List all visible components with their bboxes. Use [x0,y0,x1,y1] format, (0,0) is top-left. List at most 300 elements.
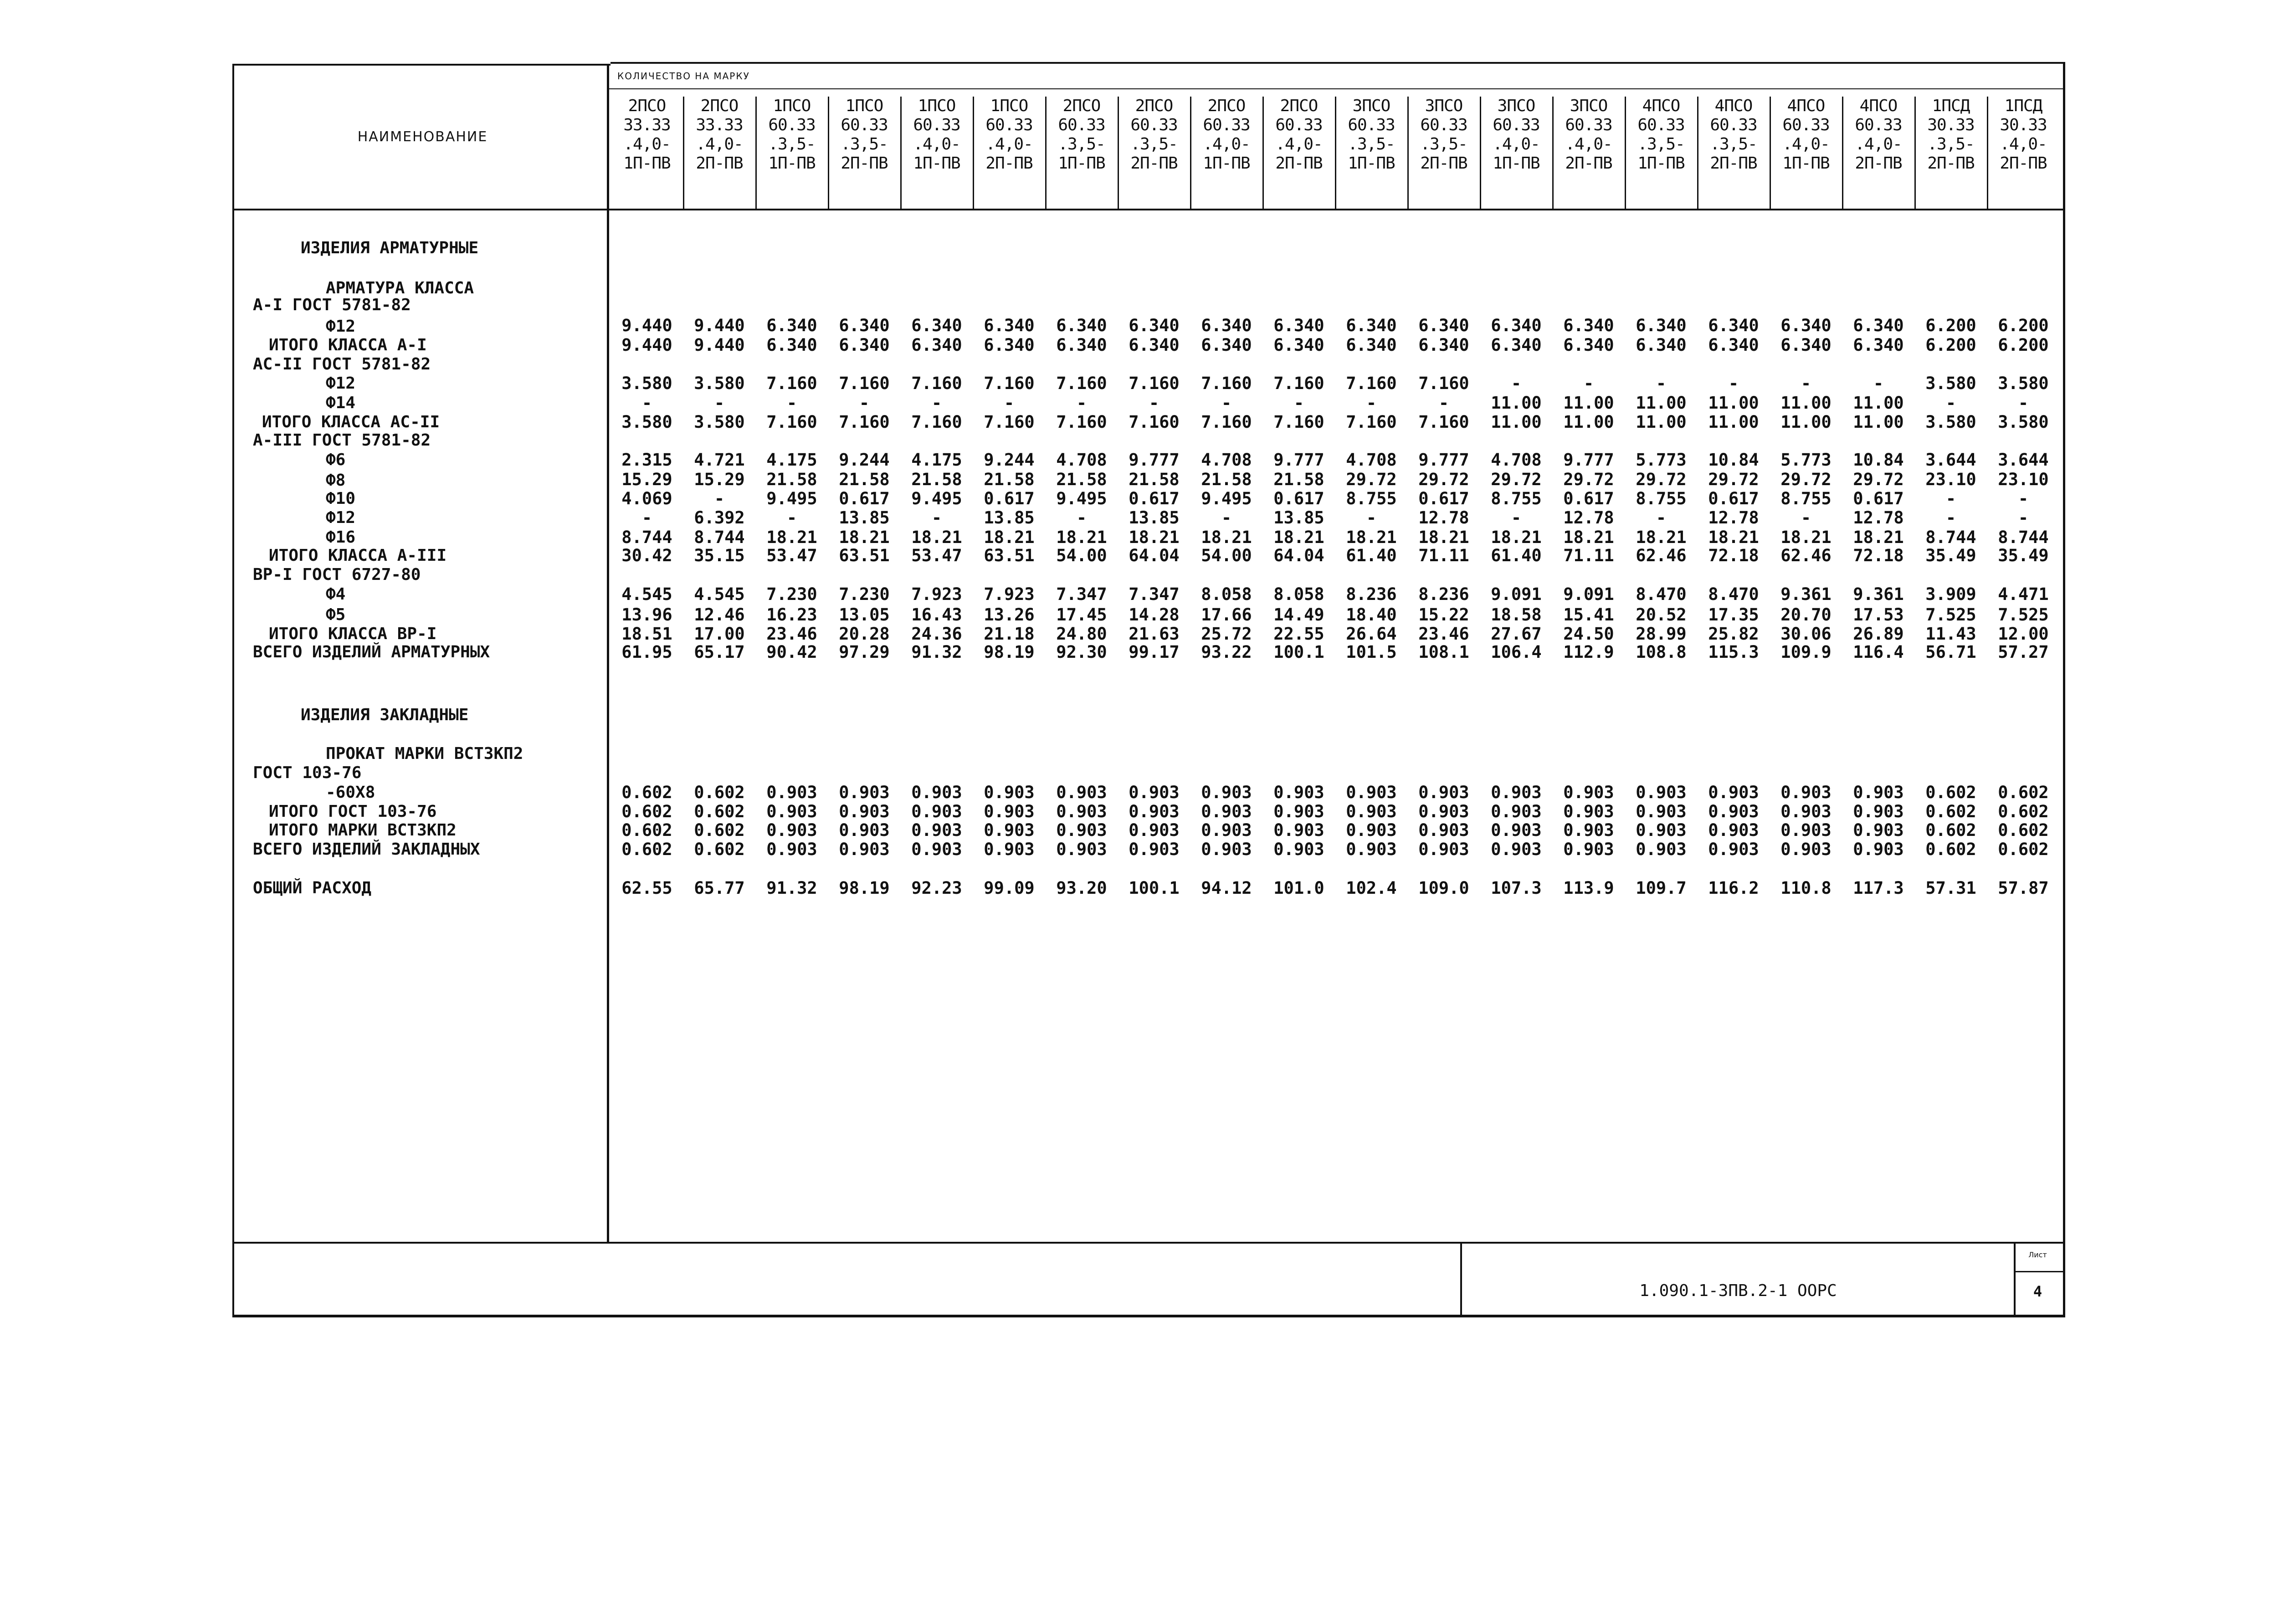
column-header-line: 2П-ПВ [1420,154,1467,173]
table-row [611,606,2059,624]
table-cell: 63.51 [839,546,890,565]
table-cell: 94.12 [1201,878,1252,898]
table-cell: 18.21 [766,528,817,547]
table-cell: 93.20 [1056,878,1107,898]
table-cell: 0.602 [1998,783,2049,802]
table-cell: - [1511,374,1522,393]
table-cell: 0.903 [1853,802,1904,821]
table-cell: 0.903 [1129,840,1180,859]
frame-right [2063,62,2065,1317]
table-cell: 7.160 [1129,374,1180,393]
table-cell: 0.903 [1708,840,1759,859]
table-cell: 12.00 [1998,624,2049,644]
table-cell: - [1873,374,1884,393]
table-cell: 0.903 [1418,783,1469,802]
table-cell: 6.340 [1129,335,1180,355]
table-cell: 0.903 [1780,783,1832,802]
table-cell: 64.04 [1273,546,1324,565]
column-header-line: 1ПСД [2004,97,2042,115]
column-header-line: 2ПСО [628,97,666,115]
table-cell: 18.21 [839,528,890,547]
column-header-line: 1П-ПВ [1348,154,1395,173]
table-cell: 7.160 [1346,412,1397,432]
label-f16: Ф16 [326,528,356,547]
column-header [1552,97,1625,206]
table-cell: 25.82 [1708,624,1759,644]
table-cell: 0.903 [1563,820,1614,840]
table-cell: 11.00 [1491,412,1542,432]
table-cell: 7.160 [1056,374,1107,393]
table-cell: 8.755 [1346,489,1397,508]
table-cell: 0.602 [694,840,745,859]
table-cell: 62.46 [1636,546,1687,565]
table-cell: 100.1 [1129,878,1180,898]
label-total-vr1: ИТОГО КЛАССА ВР-I [269,625,437,643]
table-cell: 13.85 [1129,508,1180,528]
label-rebar-class: АРМАТУРА КЛАССА [326,279,474,297]
column-header-line: .4,0- [696,135,743,154]
table-cell: 0.903 [1346,802,1397,821]
table-cell: 9.495 [911,489,962,508]
label-total-rebar: ВСЕГО ИЗДЕЛИЙ АРМАТУРНЫХ [253,643,490,661]
quantity-header: КОЛИЧЕСТВО НА МАРКУ [617,71,750,82]
table-cell: 23.10 [1925,470,1976,489]
table-cell: 0.602 [1998,840,2049,859]
table-cell: - [1945,508,1956,528]
table-row [611,336,2059,354]
table-cell: 0.903 [766,783,817,802]
table-cell: 3.580 [1998,374,2049,393]
table-cell: - [1656,374,1667,393]
table-cell: 3.580 [694,412,745,432]
table-cell: 0.903 [1056,840,1107,859]
table-cell: 8.755 [1636,489,1687,508]
table-cell: 6.340 [911,335,962,355]
table-cell: 102.4 [1346,878,1397,898]
table-cell: - [2018,489,2029,508]
column-header-line: 2П-ПВ [1275,154,1323,173]
table-cell: 3.580 [694,374,745,393]
table-cell: 14.49 [1273,605,1324,625]
table-cell: 3.580 [1925,412,1976,432]
table-row [611,394,2059,412]
table-cell: 0.903 [839,840,890,859]
table-cell: 18.21 [1491,528,1542,547]
table-cell: 64.04 [1129,546,1180,565]
table-cell: 57.27 [1998,642,2049,662]
table-cell: 0.903 [1346,820,1397,840]
column-header [611,97,683,206]
table-cell: 29.72 [1636,470,1687,489]
column-header-line: .4,0- [1855,135,1902,154]
table-cell: 6.340 [1708,335,1759,355]
table-row [611,547,2059,565]
table-cell: 23.46 [1418,624,1469,644]
table-cell: 0.903 [1129,802,1180,821]
table-cell: 4.471 [1998,584,2049,604]
table-cell: 99.09 [984,878,1035,898]
column-header-line: 1П-ПВ [768,154,816,173]
table-cell: 6.340 [984,335,1035,355]
column-header [755,97,828,206]
table-cell: - [714,393,725,413]
table-cell: 4.708 [1346,450,1397,470]
table-cell: 13.26 [984,605,1035,625]
table-cell: 0.903 [1708,783,1759,802]
table-cell: 6.340 [1636,316,1687,335]
table-cell: 3.580 [621,374,672,393]
column-header-line: 1П-ПВ [1637,154,1685,173]
column-header [1625,97,1698,206]
table-row [611,821,2059,840]
column-header-line: 2ПСО [1135,97,1173,115]
table-cell: 0.602 [1998,820,2049,840]
table-cell: 7.160 [1129,412,1180,432]
table-cell: 90.42 [766,642,817,662]
table-cell: 99.17 [1129,642,1180,662]
table-cell: 0.903 [1636,820,1687,840]
column-header-line: 1П-ПВ [1493,154,1540,173]
table-cell: 0.903 [1056,783,1107,802]
table-cell: 6.340 [839,316,890,335]
table-cell: 0.617 [839,489,890,508]
table-cell: 0.903 [1563,840,1614,859]
table-cell: 91.32 [911,642,962,662]
column-header-line: .3,5- [1348,135,1395,154]
table-cell: 9.440 [694,316,745,335]
table-cell: 7.923 [984,584,1035,604]
table-cell: 18.51 [621,624,672,644]
table-cell: - [1076,508,1087,528]
table-cell: 107.3 [1491,878,1542,898]
table-cell: 0.903 [1853,820,1904,840]
table-cell: 100.1 [1273,642,1324,662]
table-cell: 11.00 [1708,412,1759,432]
table-cell: 18.21 [1780,528,1832,547]
column-header-line: 1П-ПВ [1782,154,1830,173]
table-cell: 9.777 [1418,450,1469,470]
column-header-line: 2П-ПВ [841,154,888,173]
table-cell: 6.340 [1273,335,1324,355]
table-cell: 9.091 [1491,584,1542,604]
table-cell: 0.903 [1129,783,1180,802]
table-cell: 0.617 [1418,489,1469,508]
table-cell: 11.43 [1925,624,1976,644]
table-cell: 0.903 [839,783,890,802]
table-cell: 62.55 [621,878,672,898]
table-cell: 0.903 [1056,802,1107,821]
table-cell: 0.903 [1708,802,1759,821]
table-cell: 9.440 [621,316,672,335]
table-cell: 0.602 [621,840,672,859]
table-cell: 20.52 [1636,605,1687,625]
table-cell: 12.78 [1563,508,1614,528]
label-total-gost-103: ИТОГО ГОСТ 103-76 [269,802,437,821]
label-f12-a1: Ф12 [326,317,356,336]
column-header-line: .3,5- [841,135,888,154]
table-cell: 4.708 [1201,450,1252,470]
table-cell: 92.23 [911,878,962,898]
table-cell: 14.28 [1129,605,1180,625]
sheet-number: 4 [2033,1283,2042,1300]
table-cell: 7.230 [766,584,817,604]
table-cell: 29.72 [1708,470,1759,489]
column-header-line: 4ПСО [1787,97,1825,115]
table-cell: 21.58 [1129,470,1180,489]
table-cell: 0.903 [766,820,817,840]
label-rolled-steel: ПРОКАТ МАРКИ ВСТ3КП2 [326,744,523,763]
table-cell: 0.903 [1418,840,1469,859]
column-header-line: 4ПСО [1714,97,1753,115]
table-cell: 18.21 [1853,528,1904,547]
column-header-line: .4,0- [1493,135,1540,154]
table-cell: 9.361 [1853,584,1904,604]
table-cell: - [931,393,942,413]
column-header-line: 30.33 [2000,116,2047,134]
table-cell: - [1583,374,1594,393]
table-cell: 0.903 [1201,840,1252,859]
table-cell: 54.00 [1056,546,1107,565]
table-cell: 7.160 [1346,374,1397,393]
table-cell: 26.64 [1346,624,1397,644]
table-cell: 13.85 [984,508,1035,528]
table-cell: 0.903 [1201,783,1252,802]
table-cell: 4.708 [1491,450,1542,470]
table-cell: 7.160 [766,412,817,432]
table-cell: 0.903 [766,802,817,821]
table-cell: 29.72 [1346,470,1397,489]
table-cell: 0.903 [1780,840,1832,859]
table-cell: - [931,508,942,528]
table-cell: 61.40 [1346,546,1397,565]
column-header-line: 3ПСО [1570,97,1608,115]
table-cell: 6.340 [1418,316,1469,335]
document-code: 1.090.1-3ПВ.2-1 ООРС [1639,1281,1837,1300]
table-cell: 20.70 [1780,605,1832,625]
column-header-line: .4,0- [985,135,1033,154]
column-header-line: .4,0- [1203,135,1250,154]
column-header-line: 2ПСО [700,97,739,115]
table-cell: 6.200 [1925,335,1976,355]
table-cell: 9.361 [1780,584,1832,604]
column-header-line: 2ПСО [1207,97,1246,115]
table-cell: 9.244 [839,450,890,470]
table-cell: 0.602 [1925,783,1976,802]
frame-left [232,64,234,1317]
column-header-line: 1ПСО [918,97,956,115]
table-cell: 6.340 [1273,316,1324,335]
table-cell: 17.66 [1201,605,1252,625]
table-cell: 18.21 [1418,528,1469,547]
table-cell: 0.903 [984,840,1035,859]
table-cell: 18.40 [1346,605,1397,625]
table-cell: 11.00 [1708,393,1759,413]
table-cell: 21.18 [984,624,1035,644]
table-cell: 0.617 [1853,489,1904,508]
table-cell: 8.058 [1201,584,1252,604]
column-header-line: .3,5- [768,135,816,154]
table-cell: 6.200 [1998,335,2049,355]
column-header-line: 60.33 [1348,116,1395,134]
table-cell: 0.602 [621,802,672,821]
qty-label-divider [609,88,2063,89]
column-header [1335,97,1408,206]
column-header-line: .4,0- [1782,135,1830,154]
table-cell: 30.06 [1780,624,1832,644]
table-cell: 21.58 [1201,470,1252,489]
table-cell: - [1801,374,1811,393]
column-header-line: .4,0- [1275,135,1323,154]
table-cell: 7.160 [984,412,1035,432]
column-header-line: 1ПСО [845,97,883,115]
table-cell: 0.903 [1201,820,1252,840]
table-cell: 11.00 [1636,393,1687,413]
table-cell: 6.340 [1056,335,1107,355]
table-cell: 72.18 [1853,546,1904,565]
table-cell: 8.470 [1636,584,1687,604]
table-row [611,490,2059,508]
table-cell: 0.903 [984,820,1035,840]
label-f12-ac2: Ф12 [326,374,356,393]
table-cell: - [859,393,870,413]
table-cell: 8.236 [1346,584,1397,604]
name-header: НАИМЕНОВАНИЕ [357,128,488,145]
table-cell: 11.00 [1636,412,1687,432]
column-header-line: .4,0- [623,135,671,154]
table-cell: - [1945,393,1956,413]
table-cell: 16.23 [766,605,817,625]
column-header-line: 2П-ПВ [1565,154,1612,173]
table-cell: 108.8 [1636,642,1687,662]
column-header-line: 60.33 [1637,116,1685,134]
table-row [611,451,2059,469]
table-cell: 0.617 [984,489,1035,508]
table-cell: 26.89 [1853,624,1904,644]
table-cell: 5.773 [1780,450,1832,470]
table-cell: 9.091 [1563,584,1614,604]
table-cell: 35.15 [694,546,745,565]
table-row [611,879,2059,897]
table-cell: 0.903 [1129,820,1180,840]
column-header-line: 60.33 [841,116,888,134]
table-cell: 6.340 [1491,335,1542,355]
table-cell: 7.160 [1418,374,1469,393]
table-cell: 9.440 [621,335,672,355]
table-cell: 3.644 [1998,450,2049,470]
table-row [611,625,2059,643]
table-row [611,784,2059,802]
column-header [1407,97,1480,206]
table-cell: 8.058 [1273,584,1324,604]
column-header-line: .3,5- [1637,135,1685,154]
table-cell: 29.72 [1563,470,1614,489]
table-cell: 11.00 [1563,412,1614,432]
column-header [1045,97,1118,206]
table-cell: 97.29 [839,642,890,662]
table-cell: - [1293,393,1304,413]
table-cell: 7.347 [1056,584,1107,604]
column-header-line: 60.33 [1275,116,1323,134]
label-gost-103: ГОСТ 103-76 [253,763,362,782]
table-cell: 0.903 [1563,802,1614,821]
table-cell: 0.903 [911,802,962,821]
label-f12-a3: Ф12 [326,508,356,527]
column-header-line: 2П-ПВ [1927,154,1975,173]
table-cell: 0.903 [1491,840,1542,859]
table-cell: 0.903 [1273,820,1324,840]
table-cell: 7.160 [839,412,890,432]
table-cell: - [1366,508,1377,528]
label-f14-ac2: Ф14 [326,394,356,412]
table-cell: 57.31 [1925,878,1976,898]
table-cell: 0.903 [1273,783,1324,802]
table-cell: 0.903 [1491,802,1542,821]
table-cell: 116.2 [1708,878,1759,898]
table-cell: 54.00 [1201,546,1252,565]
table-cell: 6.200 [1998,316,2049,335]
table-cell: 109.7 [1636,878,1687,898]
column-header-line: 1ПСД [1932,97,1970,115]
name-column-divider [607,64,609,1244]
table-cell: 18.21 [1273,528,1324,547]
column-header-line: 60.33 [913,116,960,134]
column-header-line: .4,0- [1565,135,1612,154]
label-f5: Ф5 [326,605,346,624]
column-header-line: 4ПСО [1642,97,1680,115]
table-cell: 4.545 [621,584,672,604]
table-cell: 8.744 [694,528,745,547]
table-cell: 17.00 [694,624,745,644]
column-header-line: 2П-ПВ [985,154,1033,173]
table-cell: 9.495 [766,489,817,508]
table-cell: 8.744 [1998,528,2049,547]
table-cell: 109.9 [1780,642,1832,662]
column-header [683,97,756,206]
table-cell: 6.340 [839,335,890,355]
table-cell: 18.21 [1346,528,1397,547]
column-header-line: .3,5- [1420,135,1467,154]
stamp-sheet-inner [2014,1271,2064,1272]
column-header [1262,97,1335,206]
table-cell: 115.3 [1708,642,1759,662]
table-cell: 0.903 [1780,802,1832,821]
table-cell: 0.903 [1418,802,1469,821]
table-cell: - [1511,508,1522,528]
table-cell: 98.19 [839,878,890,898]
table-cell: 0.617 [1708,489,1759,508]
column-header-line: 2П-ПВ [1710,154,1757,173]
table-cell: 8.744 [1925,528,1976,547]
table-row [611,317,2059,335]
table-cell: 0.903 [984,783,1035,802]
table-cell: 8.236 [1418,584,1469,604]
table-cell: 0.602 [621,783,672,802]
column-header-line: 2П-ПВ [2000,154,2047,173]
table-cell: 109.0 [1418,878,1469,898]
column-header [1842,97,1915,206]
column-header-line: .3,5- [1710,135,1757,154]
table-cell: - [1728,374,1739,393]
table-row [611,585,2059,604]
column-header-line: 2П-ПВ [1855,154,1902,173]
section-title-embedded: ИЗДЕЛИЯ ЗАКЛАДНЫЕ [301,706,469,724]
table-cell: 0.617 [1273,489,1324,508]
table-cell: - [1438,393,1449,413]
table-cell: 62.46 [1780,546,1832,565]
table-cell: 6.340 [1056,316,1107,335]
column-header-line: 60.33 [1203,116,1250,134]
table-cell: 0.903 [984,802,1035,821]
